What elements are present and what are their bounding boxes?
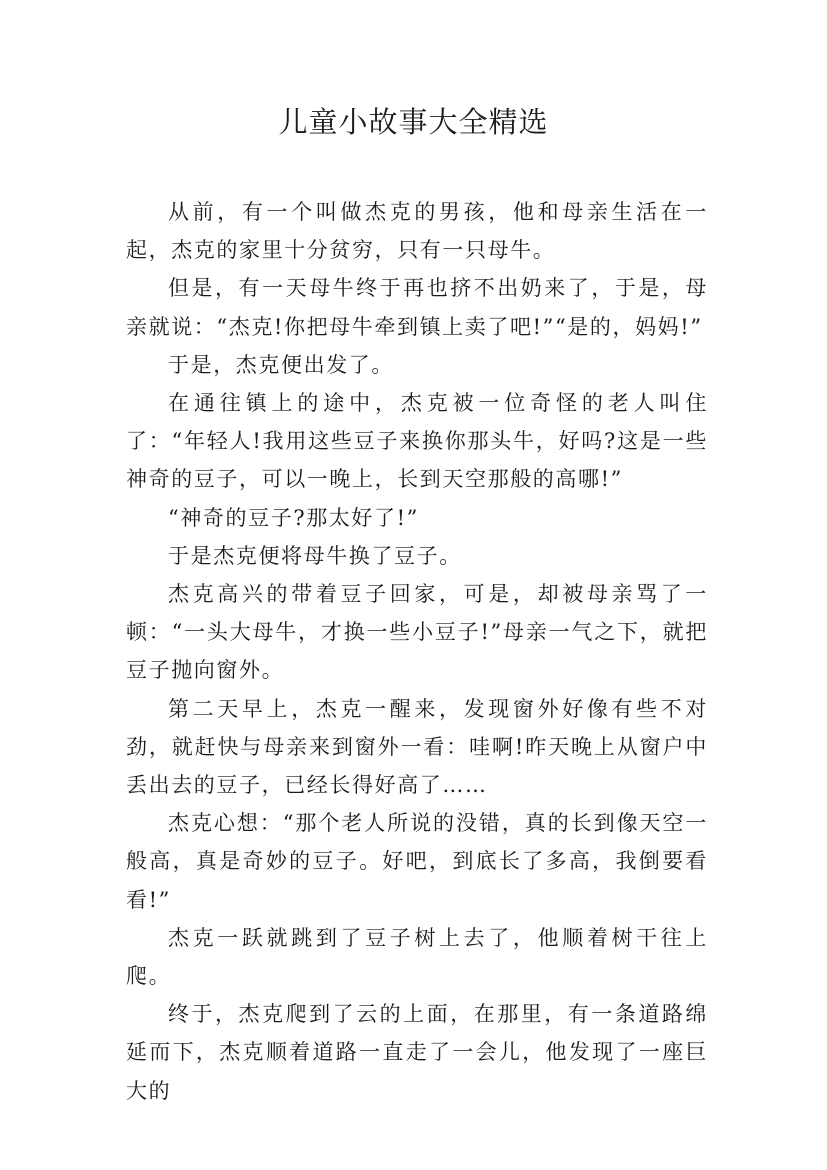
paragraph: 第二天早上，杰克一醒来，发现窗外好像有些不对劲，就赶快与母亲来到窗外一看：哇啊!昨天晚上从窗户中丢出去的豆子，已经长得好高了…… bbox=[126, 696, 708, 798]
paragraph: 但是，有一天母牛终于再也挤不出奶来了，于是，母亲就说：“杰克!你把母牛牵到镇上卖了吧!”“是的，妈妈!” bbox=[126, 276, 708, 339]
document-body bbox=[126, 193, 708, 1110]
paragraph: 终于，杰克爬到了云的上面，在那里，有一条道路绵延而下，杰克顺着道路一直走了一会儿，他发现了一座巨大的 bbox=[126, 1002, 708, 1103]
paragraph: 于是杰克便将母牛换了豆子。 bbox=[168, 543, 462, 568]
paragraph: 杰克心想：“那个老人所说的没错，真的长到像天空一般高，真是奇妙的豆子。好吧，到底长了多高，我倒要看看!” bbox=[126, 811, 708, 912]
paragraph: 杰克高兴的带着豆子回家，可是，却被母亲骂了一顿：“一头大母牛，才换一些小豆子!”母亲一气之下，就把豆子抛向窗外。 bbox=[126, 582, 708, 683]
document-title: 儿童小故事大全精选 bbox=[278, 105, 549, 139]
paragraph: 于是，杰克便出发了。 bbox=[168, 352, 394, 377]
paragraph: “神奇的豆子?那太好了!” bbox=[168, 505, 419, 530]
paragraph: 杰克一跃就跳到了豆子树上去了，他顺着树干往上爬。 bbox=[126, 925, 708, 989]
paragraph: 在通往镇上的途中，杰克被一位奇怪的老人叫住了：“年轻人!我用这些豆子来换你那头牛，好吗?这是一些神奇的豆子，可以一晚上，长到天空那般的高哪!” bbox=[126, 391, 708, 492]
paragraph: 从前，有一个叫做杰克的男孩，他和母亲生活在一起，杰克的家里十分贫穷，只有一只母牛。 bbox=[126, 200, 708, 263]
